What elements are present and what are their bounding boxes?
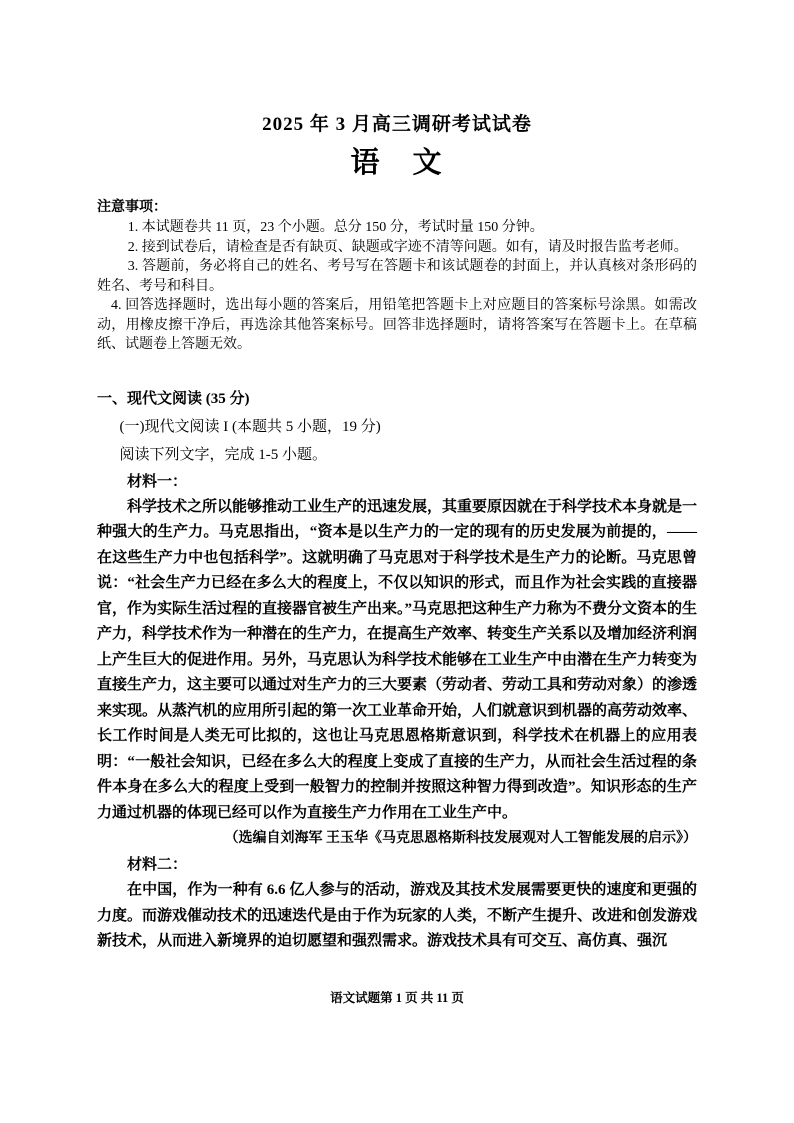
reading-section <box>97 385 697 955</box>
subsection-heading: (一)现代文阅读 I (本题共 5 小题，19 分) <box>119 418 381 435</box>
section-heading: 一、现代文阅读 (35 分) <box>97 390 250 407</box>
notice-heading: 注意事项： <box>97 200 167 215</box>
material-1-text: 科学技术之所以能够推动工业生产的迅速发展，其重要原因就在于科学技术本身就是一种强大的生产力。马克思指出，“资本是以生产力的一定的现有的历史发展为前提的，——在这些生产力中也包括科学”。这就明确了马克思对于科学技术是生产力的论断。马克思曾说：“社会生产力已经在多么大的程度上，不仅以知识的形式，而且作为社会实践的直接器官，作为实际生活过程的直接器官被生产出来。”马克思把这种生产力称为不费分文资本的生产力，科学技术作为一种潜在的生产力，在提高生产效率、转变生产关系以及增加经济利润上产生巨大的促进作用。另外，马克思认为科学技术能够在工业生产中由潜在生产力转变为直接生产力，这主要可以通过对生产力的三大要素（劳动者、劳动工具和劳动对象）的渗透来实现。从蒸汽机的应用所引起的第一次工业革命开始，人们就意识到机器的高劳动效率、长工作时间是人类无可比拟的，这也让马克思恩格斯意识到，科学技术在机器上的应用表明：“一般社会知识，已经在多么大的程度上变成了直接的生产力，从而社会生活过程的条件本身在多么大的程度上受到一般智力的控制并按照这种智力得到改造”。知识形态的生产力通过机器的体现已经可以作为直接生产力作用在工业生产中。 <box>97 498 698 821</box>
notice-item-2: 2. 接到试卷后，请检查是否有缺页、缺题或字迹不清等问题。如有，请及时报告监考老师。 <box>127 239 688 255</box>
exam-subject: 语 文 <box>350 147 444 179</box>
exam-title: 2025 年 3 月高三调研考试试卷 <box>262 114 532 135</box>
material-1-label: 材料一： <box>127 473 188 490</box>
material-2-text: 在中国，作为一种有 6.6 亿人参与的活动，游戏及其技术发展需要更快的速度和更强的力度。而游戏催动技术的迅速迭代是由于作为玩家的人类，不断产生提升、改进和创发游戏新技术，从而进入新境界的迫切愿望和强烈需求。游戏技术具有可交互、高仿真、强沉 <box>97 882 698 949</box>
notice-item-4: 4. 回答选择题时，选出每小题的答案后，用铅笔把答题卡上对应题目的答案标号涂黑。如需改动，用橡皮擦干净后，再选涂其他答案标号。回答非选择题时，请将答案写在答题卡上。在草稿纸、试题卷上答题无效。 <box>97 298 697 352</box>
reading-instruction: 阅读下列文字，完成 1-5 小题。 <box>119 446 327 463</box>
notice-item-1: 1. 本试题卷共 11 页，23 个小题。总分 150 分，考试时量 150 分钟。 <box>127 220 544 235</box>
page-footer: 语文试题第 1 页 共 11 页 <box>330 991 464 1005</box>
material-2-label: 材料二： <box>127 857 188 873</box>
notice-section <box>97 198 697 355</box>
notice-item-3: 3. 答题前，务必将自己的姓名、考号写在答题卡和该试题卷的封面上，并认真核对条形码的姓名、考号和科目。 <box>97 259 697 294</box>
material-1-source: （选编自刘海军 王玉华《马克思恩格斯科技发展观对人工智能发展的启示》） <box>224 831 697 846</box>
